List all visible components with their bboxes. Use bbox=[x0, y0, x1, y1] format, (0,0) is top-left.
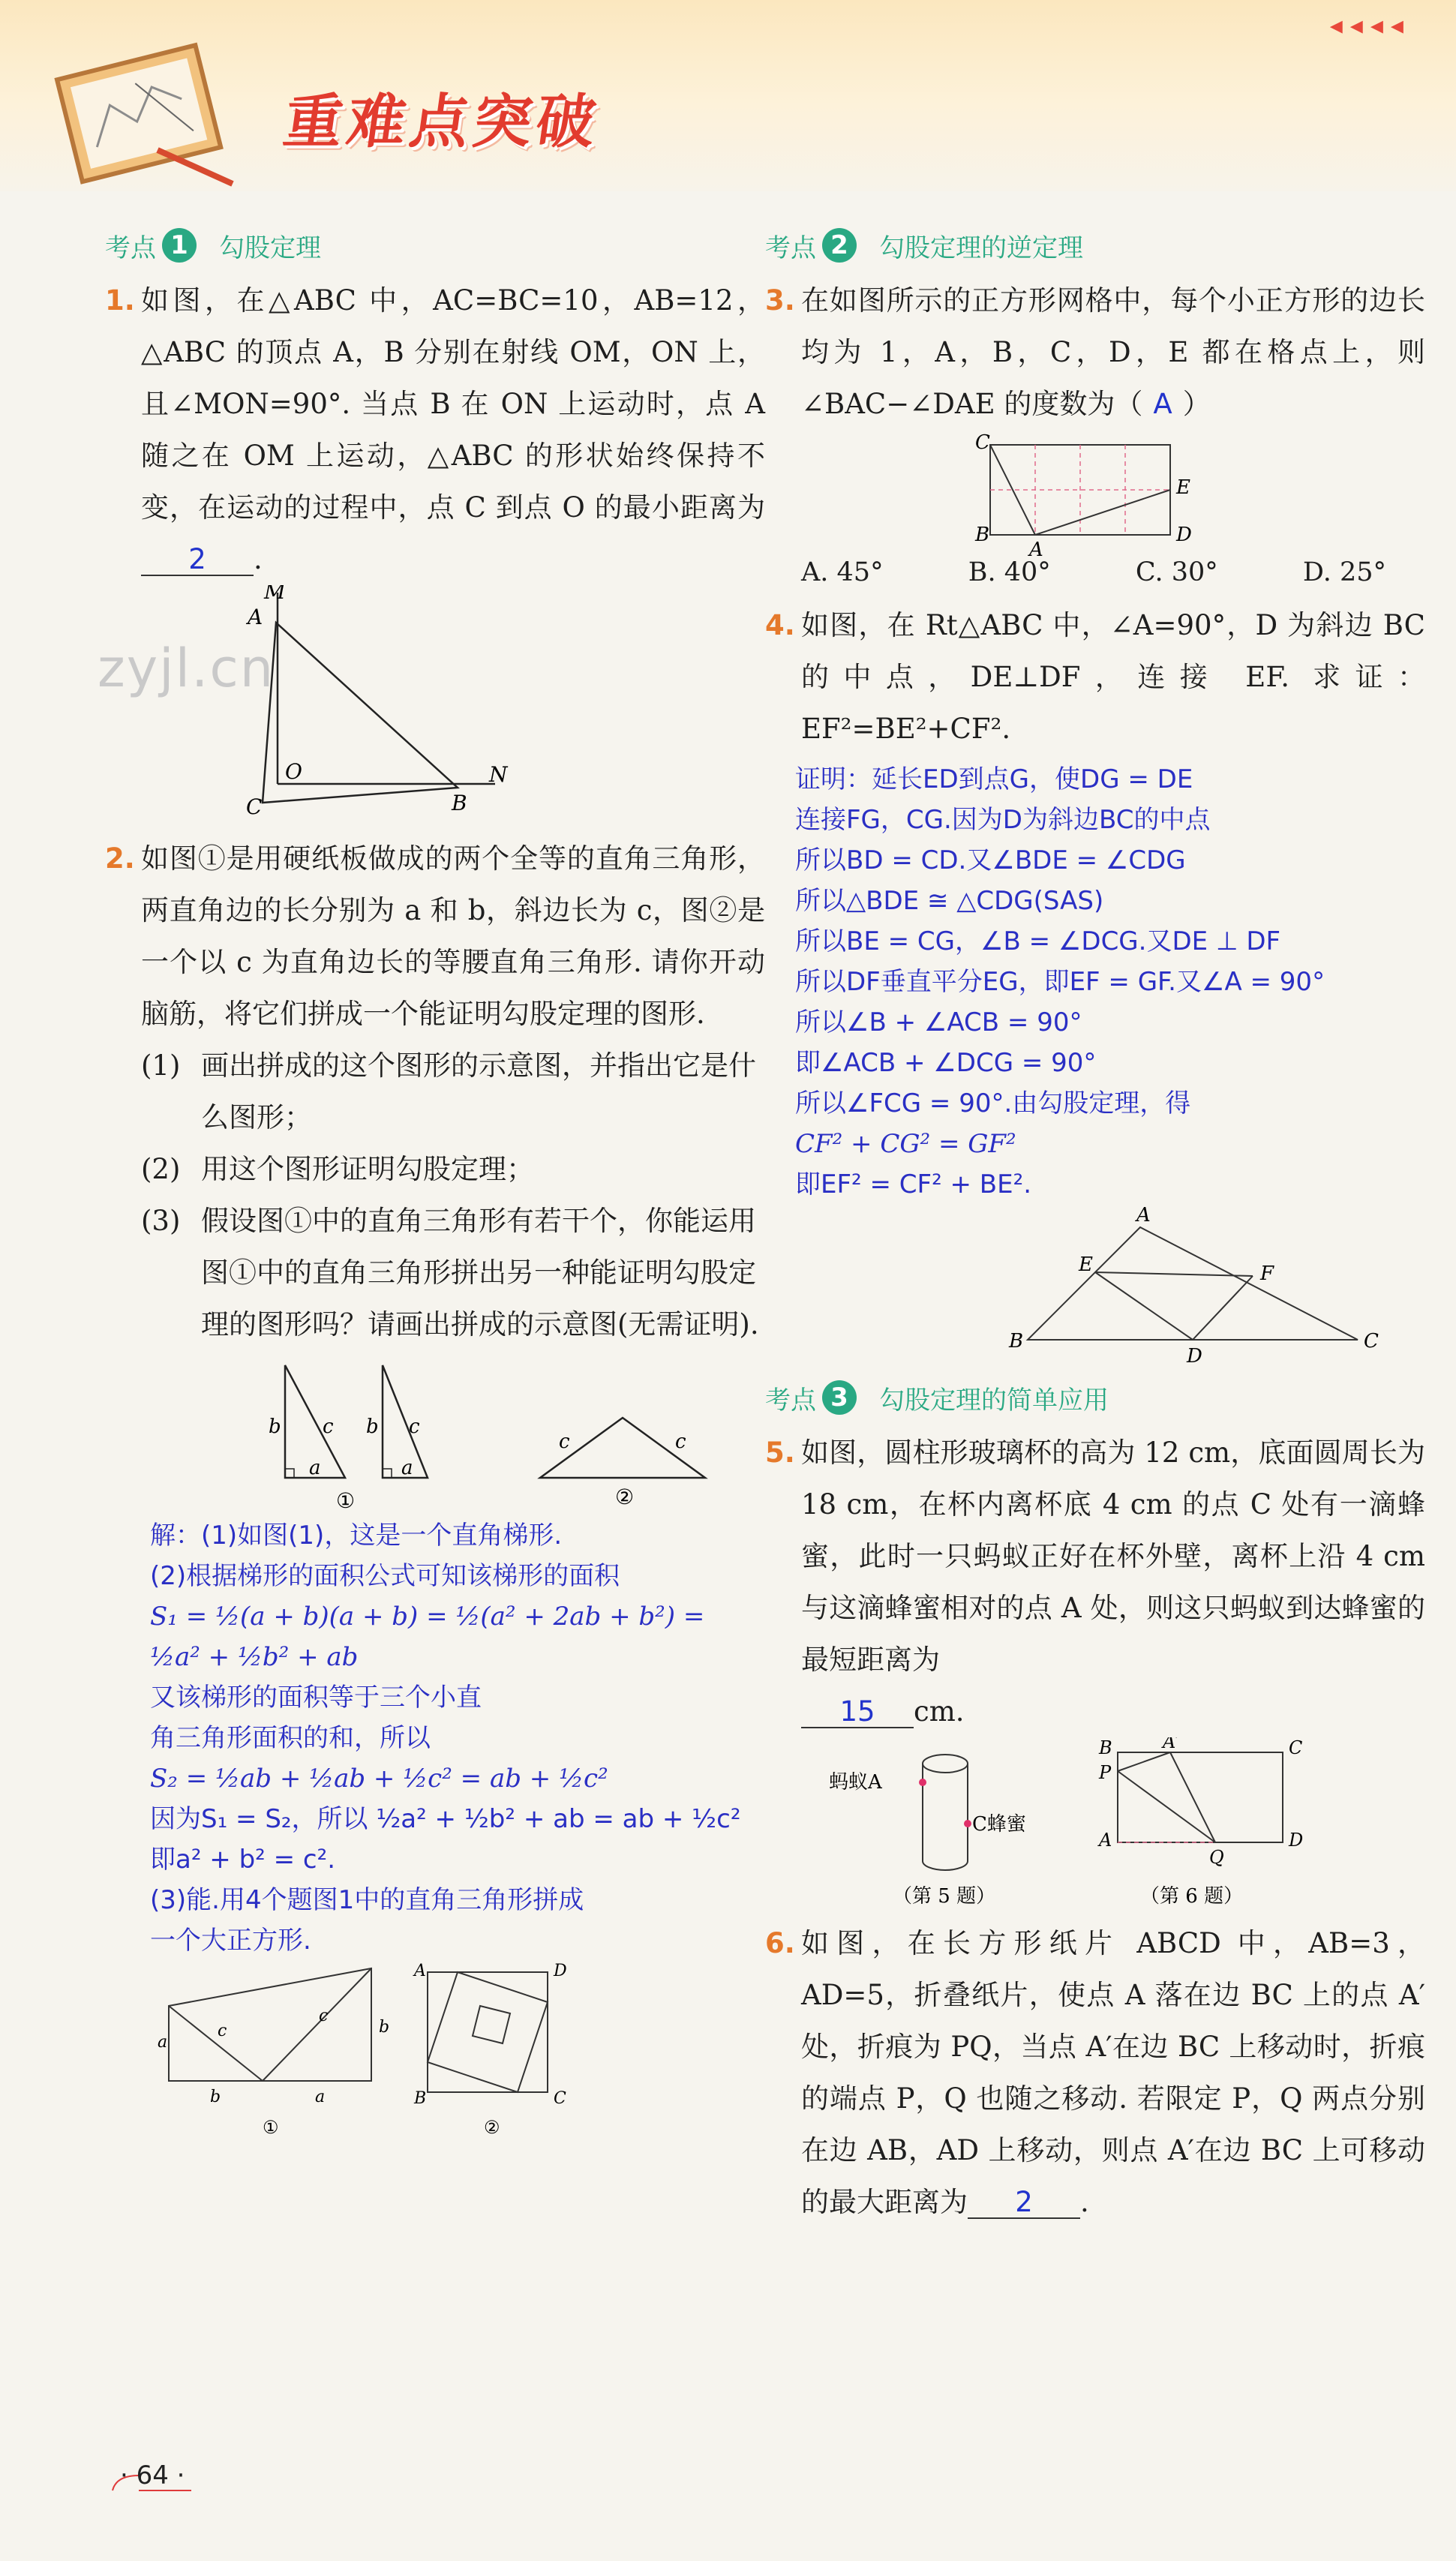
problem-5 bbox=[765, 1427, 1425, 1737]
problem-end: . bbox=[254, 543, 263, 575]
topic-title: 勾股定理 bbox=[219, 233, 321, 263]
option-a: A. 45° bbox=[801, 557, 884, 587]
problem-statement: 如图，圆柱形玻璃杯的高为 12 cm，底面圆周长为18 cm，在杯内离杯底 4 cm 的点 C 处有一滴蜂蜜，此时一只蚂蚁正好在杯外壁，离杯上沿 4 cm 与这滴蜂蜜相对的点 A 处，则这只蚂蚁到达蜂蜜的最短距离为 bbox=[801, 1437, 1425, 1676]
label-O: O bbox=[285, 759, 302, 784]
problem-number: 1. bbox=[105, 284, 135, 317]
problem-end: ） bbox=[1182, 388, 1211, 420]
problem-number: 6. bbox=[765, 1927, 795, 1959]
label-A: A bbox=[1029, 539, 1043, 557]
label-C: C bbox=[246, 794, 263, 818]
problem-number: 3. bbox=[765, 284, 795, 317]
problem-1 bbox=[105, 275, 765, 585]
problem-1-figure bbox=[105, 585, 765, 818]
label-A: A bbox=[414, 1962, 426, 1980]
label-C: C bbox=[554, 2089, 566, 2108]
topic-label: 考点 bbox=[765, 233, 816, 263]
solution-line: (3)能.用4个题图1中的直角三角形拼成 bbox=[150, 1885, 584, 1915]
topic-number-badge: 3 bbox=[822, 1380, 857, 1415]
label-a: a bbox=[401, 1457, 413, 1479]
grid-figure bbox=[765, 430, 1425, 557]
label-b: b bbox=[366, 1416, 379, 1438]
sub-label: (1) bbox=[141, 1049, 181, 1082]
label-a: a bbox=[158, 2033, 168, 2052]
problem-text bbox=[801, 1917, 1425, 2228]
page-number: · 64 · bbox=[120, 2460, 185, 2490]
figure-caption-1: ① bbox=[263, 2117, 279, 2138]
label-c: c bbox=[323, 1416, 334, 1438]
proof-line: CF² + CG² = GF² bbox=[795, 1129, 1016, 1159]
solution-line: 即a² + b² = c². bbox=[150, 1845, 336, 1875]
left-column bbox=[105, 225, 765, 2148]
label-C: C bbox=[1289, 1737, 1303, 1758]
topic-number-badge: 2 bbox=[822, 228, 857, 263]
sub-text: 用这个图形证明勾股定理； bbox=[201, 1153, 534, 1185]
label-P: P bbox=[1099, 1762, 1112, 1783]
problem-text bbox=[141, 275, 765, 585]
label-A-prime: A′ bbox=[1163, 1737, 1180, 1752]
problem-text bbox=[801, 275, 1425, 430]
right-column bbox=[765, 225, 1425, 2228]
label-b: b bbox=[379, 2018, 390, 2037]
header-banner bbox=[0, 0, 1456, 191]
right-triangles-figure bbox=[105, 1350, 765, 1523]
solution-line: 角三角形面积的和，所以 bbox=[150, 1723, 431, 1753]
problem-6 bbox=[765, 1917, 1425, 2228]
label-D: D bbox=[1289, 1830, 1304, 1851]
option-b: B. 40° bbox=[968, 557, 1051, 587]
label-A: A bbox=[1136, 1205, 1151, 1226]
trapezoid-and-square-figure bbox=[105, 1961, 765, 2148]
proof-line: 所以BE = CG，∠B = ∠DCG.又DE ⊥ DF bbox=[795, 926, 1281, 956]
solution-line: 又该梯形的面积等于三个小直 bbox=[150, 1683, 482, 1713]
label-honey: C蜂蜜 bbox=[972, 1813, 1026, 1836]
problem-number: 5. bbox=[765, 1437, 795, 1469]
topic-1-heading bbox=[105, 225, 765, 266]
sub-question-2 bbox=[141, 1143, 765, 1195]
cylinder-and-rectangle-figure bbox=[765, 1737, 1425, 1917]
label-M: M bbox=[264, 585, 286, 604]
solution-line: 因为S₁ = S₂，所以 ½a² + ½b² + ab = ab + ½c² bbox=[150, 1804, 741, 1834]
sub-text: 画出拼成的这个图形的示意图，并指出它是什么图形； bbox=[201, 1049, 756, 1133]
problem-2-figure bbox=[105, 1350, 765, 1523]
problem-text bbox=[801, 1427, 1425, 1737]
blackboard-icon bbox=[45, 38, 240, 188]
label-c: c bbox=[409, 1416, 420, 1438]
figure-caption-2: ② bbox=[615, 1485, 635, 1509]
problem-number: 4. bbox=[765, 609, 795, 641]
label-a: a bbox=[309, 1457, 321, 1479]
label-c: c bbox=[559, 1431, 570, 1453]
solution-line: 解：(1)如图(1)，这是一个直角梯形. bbox=[150, 1521, 563, 1551]
label-b: b bbox=[210, 2088, 221, 2106]
proof-line: 所以∠B + ∠ACB = 90° bbox=[795, 1007, 1082, 1037]
solution-figure bbox=[105, 1961, 765, 2148]
figure-caption-1: ① bbox=[336, 1488, 356, 1513]
proof-line: 证明：延长ED到点G，使DG = DE bbox=[795, 764, 1193, 794]
section-title: 重难点突破 bbox=[279, 89, 605, 156]
topic-title: 勾股定理的逆定理 bbox=[879, 233, 1083, 263]
label-B: B bbox=[975, 524, 990, 546]
figure-5-caption: （第 5 题） bbox=[893, 1885, 996, 1908]
problem-2-solution bbox=[150, 1515, 765, 1961]
label-C: C bbox=[975, 431, 990, 454]
sub-label: (2) bbox=[141, 1153, 181, 1185]
label-c: c bbox=[218, 2022, 227, 2040]
option-d: D. 25° bbox=[1302, 557, 1386, 587]
watermark: zyjl.cn bbox=[98, 638, 275, 699]
topic-number-badge: 1 bbox=[162, 228, 197, 263]
choice-answer: A bbox=[1153, 388, 1172, 420]
problem-4-proof bbox=[795, 759, 1425, 1205]
problem-statement: 在如图所示的正方形网格中，每个小正方形的边长均为 1，A，B，C，D，E 都在格点上，则∠BAC−∠DAE 的度数为（ bbox=[801, 284, 1425, 420]
label-B: B bbox=[452, 791, 467, 815]
proof-line: 所以BD = CD.又∠BDE = ∠CDG bbox=[795, 845, 1186, 875]
sub-question-3 bbox=[141, 1195, 765, 1350]
topic-3-heading bbox=[765, 1377, 1425, 1418]
problem-2 bbox=[105, 833, 765, 1350]
problem-end: . bbox=[1080, 2186, 1089, 2218]
topic-label: 考点 bbox=[105, 233, 156, 263]
label-c: c bbox=[319, 2007, 329, 2025]
answer-blank: 2 bbox=[141, 545, 254, 576]
problem-3 bbox=[765, 275, 1425, 430]
label-F: F bbox=[1260, 1262, 1274, 1285]
problem-4-figure bbox=[765, 1205, 1425, 1370]
problem-statement: 如图，在 Rt△ABC 中，∠A=90°，D 为斜边 BC 的中点，DE⊥DF，连接 EF. 求证：EF²=BE²+CF². bbox=[801, 609, 1425, 745]
label-D: D bbox=[554, 1962, 567, 1980]
proof-line: 即∠ACB + ∠DCG = 90° bbox=[795, 1048, 1097, 1078]
label-ant: 蚂蚁A bbox=[829, 1771, 882, 1794]
problem-3-figure bbox=[765, 430, 1425, 557]
label-B: B bbox=[414, 2089, 427, 2108]
topic-title: 勾股定理的简单应用 bbox=[879, 1385, 1109, 1416]
label-E: E bbox=[1079, 1253, 1093, 1276]
solution-line: S₂ = ½ab + ½ab + ½c² = ab + ½c² bbox=[150, 1764, 608, 1794]
label-a: a bbox=[315, 2088, 326, 2106]
solution-line: 一个大正方形. bbox=[150, 1926, 311, 1956]
topic-2-heading bbox=[765, 225, 1425, 266]
solution-line: S₁ = ½(a + b)(a + b) = ½(a² + 2ab + b²) = bbox=[150, 1602, 705, 1632]
option-c: C. 30° bbox=[1135, 557, 1218, 587]
sub-text: 假设图①中的直角三角形有若干个，你能运用图①中的直角三角形拼出另一种能证明勾股定理的图形吗？请画出拼成的示意图(无需证明). bbox=[201, 1205, 759, 1341]
label-E: E bbox=[1176, 476, 1190, 499]
label-B: B bbox=[1009, 1330, 1024, 1353]
solution-line: ½a² + ½b² + ab bbox=[150, 1642, 359, 1672]
proof-line: 所以△BDE ≅ △CDG(SAS) bbox=[795, 886, 1104, 916]
label-D: D bbox=[1176, 524, 1192, 546]
sub-question-1 bbox=[141, 1040, 765, 1143]
problem-5-6-figures bbox=[765, 1737, 1425, 1917]
label-A: A bbox=[248, 605, 263, 629]
label-A: A bbox=[1099, 1830, 1112, 1851]
proof-line: 即EF² = CF² + BE². bbox=[795, 1169, 1032, 1199]
problem-end: cm. bbox=[914, 1695, 965, 1728]
label-b: b bbox=[269, 1416, 281, 1438]
proof-line: 所以DF垂直平分EG，即EF = GF.又∠A = 90° bbox=[795, 967, 1325, 997]
problem-statement: 如图①是用硬纸板做成的两个全等的直角三角形，两直角边的长分别为 a 和 b，斜边长为 c，图②是一个以 c 为直角边长的等腰直角三角形. 请你开动脑筋，将它们拼成一个能证明勾股定理的图形. bbox=[141, 842, 765, 1030]
label-Q: Q bbox=[1209, 1847, 1224, 1868]
proof-line: 所以∠FCG = 90°.由勾股定理，得 bbox=[795, 1088, 1191, 1118]
topic-label: 考点 bbox=[765, 1385, 816, 1416]
label-B: B bbox=[1099, 1737, 1112, 1758]
arrow-decoration-icon: ◂◂◂◂ bbox=[1329, 11, 1411, 41]
label-c: c bbox=[675, 1431, 686, 1453]
answer-blank: 2 bbox=[968, 2187, 1080, 2219]
answer-blank: 15 bbox=[801, 1697, 914, 1728]
label-N: N bbox=[489, 762, 508, 787]
figure-6-caption: （第 6 题） bbox=[1140, 1885, 1244, 1908]
sub-label: (3) bbox=[141, 1205, 181, 1237]
label-C: C bbox=[1364, 1330, 1379, 1353]
proof-line: 连接FG，CG.因为D为斜边BC的中点 bbox=[795, 805, 1211, 835]
solution-line: (2)根据梯形的面积公式可知该梯形的面积 bbox=[150, 1561, 620, 1591]
figure-caption-2: ② bbox=[484, 2117, 500, 2138]
triangle-figure bbox=[105, 585, 765, 818]
problem-statement: 如图，在长方形纸片 ABCD 中，AB=3，AD=5，折叠纸片，使点 A 落在边 BC 上的点 A′处，折痕为 PQ，当点 A′在边 BC 上移动时，折痕的端点 P，Q 也随之移动. 若限定 P，Q 两点分别在边 AB，AD 上移动，则点 A′在边 BC 上可移动的最大距离为 bbox=[801, 1927, 1425, 2218]
problem-number: 2. bbox=[105, 842, 135, 875]
problem-4 bbox=[765, 599, 1425, 755]
problem-3-options bbox=[801, 557, 1386, 587]
problem-statement: 如图，在△ABC 中，AC=BC=10，AB=12，△ABC 的顶点 A，B 分别在射线 OM，ON 上，且∠MON=90°. 当点 B 在 ON 上运动时，点 A 随之在 OM 上运动，△ABC 的形状始终保持不变，在运动的过程中，点 C 到点 O 的最小距离为 bbox=[141, 284, 765, 524]
rt-triangle-figure bbox=[765, 1205, 1425, 1370]
label-D: D bbox=[1187, 1345, 1202, 1368]
